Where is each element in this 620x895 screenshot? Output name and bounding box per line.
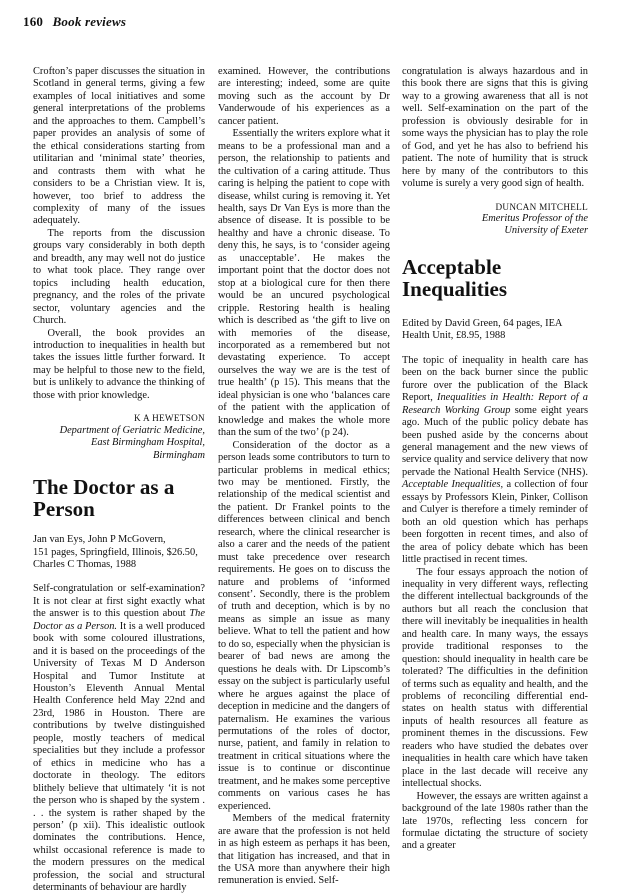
running-title: Book reviews [52, 14, 127, 29]
review-title: The Doctor as a Person [33, 475, 175, 522]
book-details-line: Jan van Eys, John P McGovern, [33, 534, 166, 546]
review-title: Acceptable Inequalities [402, 254, 508, 301]
paragraph: Crofton’s paper discusses the situation in Scotland in general terms, giving a few examples of local initiatives and some general interpretations of the problems and the approaches to them. Campbell’s paper provides an analysis of some of the ethical considerations starting from utilitarian and ‘minimal state’ theories, and contrasts them with what he considers to be a Christian view. It is, however, too brief to address the complexity of many of the issues adequately. [33, 66, 205, 227]
text-run: a collection of four essays by Professors Klein, Pinker, Collison and Culyer is therefore a timely reminder of both an old question which has perhaps been forgotten in recent times, and also of the area of policy debate which has been little practised in recent times. [402, 479, 588, 566]
book-details-line: Health Unit, £8.95, 1988 [402, 330, 506, 342]
paragraph: Overall, the book provides an introduction to inequalities in health but takes the issues little further forward. It may be helpful to those new to the field, but is unlikely to advance the thinking of those with prior knowledge. [33, 327, 205, 401]
text-run: The topic of inequality in health care has been on the back burner since the public furore over the publication of the Black Report, [402, 354, 588, 404]
reviewer-affiliation: Department of Geriatric Medicine, [59, 424, 205, 436]
book-title-italic: The Doctor as a Person. [33, 608, 205, 632]
book-details-line: 151 pages, Springfield, Illinois, $26.50, [33, 546, 198, 558]
book-details [33, 534, 205, 571]
reviewer-affiliation: Emeritus Professor of the [481, 212, 588, 224]
paragraph: Consideration of the doctor as a person leads some contributors to turn to particular problems in medical ethics; two may be mentioned. Firstly, the relationship of the medical scientist and the patient. Dr Frankel points to the differences between clinical and bench research, where the clinical researcher is also a carer and the needs of the patient must take precedence over research requirements. He goes on to discuss the nature and problems of ‘informed consent’. Secondly, there is the problem of truth and deception, which is by no means as simple an issue as many believe. What to tell the patient and how to do so, especially when the physician is bearer of bad news are among the questions he deals with. Dr Lipscomb’s essay on the subject is particularly useful where he argues against the place of deception in medicine and the dangers of paternalism. He examines the various permutations of the roles of doctor, nurse, patient, and family in relation to treatment in critical situations where the issue is to continue or discontinue treatment, and he makes some perceptive comments on various cases he has experienced. [218, 439, 390, 812]
reviewer-affiliation: University of Exeter [504, 225, 588, 237]
reviewer-name: DUNCAN MITCHELL [495, 201, 588, 212]
book-details [402, 318, 588, 343]
running-head [23, 14, 126, 30]
paragraph: However, the essays are written against a background of the late 1980s rather than the late 1970s, reflecting less concern for formulae dictating the structure of society and a greater [402, 790, 588, 852]
paragraph: Essentially the writers explore what it means to be a professional man and a person, the relationship to patients and the cultivation of a caring attitude. Thus caring is helping the patient to cope with disease, whilst curing is removing it. Yet health, says Dr Van Eys is more than the absence of disease. It is possible to be healthy and have a chronic disease. To deny this, he says, is to ‘consider ageing as unacceptable’. He makes the important point that the doctor does not stop at a biological cure for then there would be an uncured psychological cripple. Restoring health is healing which is described as ‘the gift to live on with memories of the disease, incorporated as a remembered but not devastating experience. To accept ourselves the way we are is the test of true health’ (p 15). This means that the ideal physician is one who ‘balances care of the patient with the application of knowledge and makes the whole more than the sum of the two’ (p 24). [218, 128, 390, 439]
book-details-line: Edited by David Green, 64 pages, IEA [402, 317, 563, 329]
reviewer-affiliation: East Birmingham Hospital, [90, 437, 205, 449]
paragraph [33, 583, 205, 894]
reviewer-signature [33, 412, 205, 462]
paragraph [402, 355, 588, 567]
book-details-line: Charles C Thomas, 1988 [33, 558, 137, 570]
paragraph: examined. However, the contributions are interesting; indeed, some are quite moving such as the account by Dr Vanderwoude of his experiences as a cancer patient. [218, 66, 390, 127]
text-run: Self-congratulation or self-examination? It is not clear at first sight exactly what the answer is to this question about [33, 583, 205, 620]
column-1 [33, 66, 205, 895]
book-title-italic: Inequalities in Health: Report of a Research Working Group [402, 392, 588, 416]
paragraph: Members of the medical fraternity are aware that the profession is not held in as high esteem as perhaps it has been, that litigation has increased, and that in the USA more than anywhere their high remuneration is envied. Self- [218, 813, 390, 887]
book-title-italic: Acceptable Inequalities, [402, 479, 504, 491]
reviewer-name: K A HEWETSON [134, 413, 205, 424]
text-run: It is a well produced book with some coloured illustrations, and it is based on the proceedings of the University of Texas M D Anderson Hospital and Tumor Institute at Houston’s Eleventh Annual Mental Health Conference held May 22nd and 23rd, 1986 in Houston. There are contributions by twelve distinguished people, mostly teachers of medical specialities but they include a professor of ethics in medicine who has a doctorate in theology. The editors blithely believe that ultimately ‘it is not the person who is shaped by the system . . . the system is rather shaped by the person’ (p xii). This idealistic outlook dominates the contributions. Hence, whilst occasional reference is made to the modern pressures on the medical profession, the social and structural determinants of behaviour are hardly [33, 620, 205, 894]
column-2 [218, 66, 390, 888]
column-3 [402, 66, 588, 853]
reviewer-affiliation: Birmingham [153, 449, 205, 461]
paragraph: congratulation is always hazardous and in this book there are signs that this is giving way to a growing awareness that all is not well. Self-examination on the part of the profession is obviously desirable for in some ways the physician has to play the role of God, and yet he has also to befriend his patient. The note of humility that is struck here by many of the contributors to this volume is surely a very good sign of health. [402, 66, 588, 190]
paragraph: The reports from the discussion groups vary considerably in both depth and breadth, any may well not do justice to what took place. They range over topics including health education, pregnancy, and the roles of the private sector, voluntary agencies and the Church. [33, 227, 205, 327]
text-run: some eight years ago. Much of the public policy debate has been pushed aside by the concerns about general management and the new views of service quality and service delivery that now pervade the National Health Service (NHS). [402, 404, 588, 478]
paragraph: The four essays approach the notion of inequality in very different ways, reflecting the different intellectual backgrounds of the authors but all reach the conclusion that there will inevitably be inequalities in health and health care. In many ways, the essays provide traditional responses to the question: should inequality in health care be tolerated? The difficulties in the definition of terms such as equality and health, and the problems of reconciling differential end-states on health status with differential inputs of health resources all feature as prominent themes in the discussions. Few readers who have studied the debates over inequalities in health care which have taken place in the last decade will receive any intellectual shocks. [402, 566, 588, 790]
reviewer-signature [402, 201, 588, 238]
page-number: 160 [23, 14, 44, 29]
